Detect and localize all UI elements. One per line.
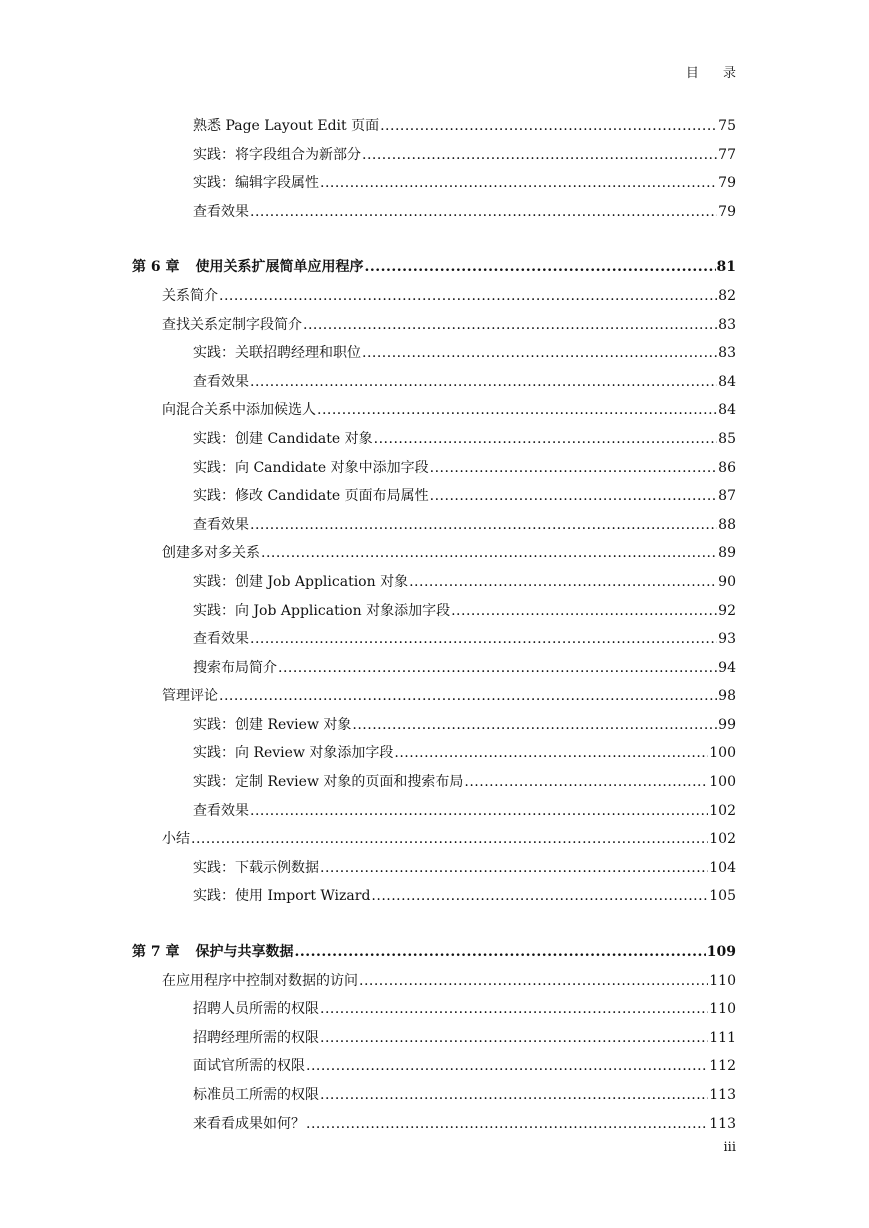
toc-entry[interactable] bbox=[132, 482, 736, 511]
toc-entry-page: 87 bbox=[718, 488, 736, 505]
toc-entry[interactable] bbox=[132, 568, 736, 597]
toc-entry[interactable] bbox=[132, 454, 736, 483]
toc-entry-title: 实践：向 Job Application 对象添加字段 bbox=[193, 602, 451, 619]
toc-entry-title: 实践：使用 Import Wizard bbox=[193, 888, 371, 905]
toc-entry[interactable] bbox=[132, 198, 736, 227]
toc-entry[interactable] bbox=[132, 625, 736, 654]
toc-entry-title: 招聘人员所需的权限 bbox=[193, 1001, 319, 1018]
toc-entry[interactable] bbox=[132, 282, 736, 311]
toc-entry-title: 实践：创建 Candidate 对象 bbox=[193, 430, 373, 447]
toc-entry-page: 104 bbox=[709, 859, 736, 876]
toc-entry-page: 113 bbox=[709, 1115, 736, 1132]
toc-entry-title: 管理评论 bbox=[162, 688, 218, 705]
leader-dots bbox=[320, 1024, 708, 1053]
chapter-title: 保护与共享数据 bbox=[195, 944, 294, 961]
toc-entry[interactable] bbox=[132, 141, 736, 170]
leader-dots bbox=[295, 938, 706, 967]
leader-dots bbox=[250, 198, 717, 227]
toc-entry-title: 查看效果 bbox=[193, 631, 249, 648]
leader-dots bbox=[365, 253, 716, 282]
toc-entry-title: 查看效果 bbox=[193, 373, 249, 390]
toc-entry[interactable] bbox=[132, 396, 736, 425]
toc-entry-page: 100 bbox=[709, 745, 736, 762]
toc-entry[interactable] bbox=[132, 967, 736, 996]
table-of-contents bbox=[132, 112, 736, 1138]
toc-entry[interactable] bbox=[132, 368, 736, 397]
toc-entry-page: 77 bbox=[718, 146, 736, 163]
leader-dots bbox=[320, 169, 717, 198]
toc-entry[interactable] bbox=[132, 739, 736, 768]
leader-dots bbox=[306, 1110, 708, 1139]
toc-entry[interactable] bbox=[132, 339, 736, 368]
section-spacer bbox=[132, 226, 736, 253]
toc-entry-page: 99 bbox=[718, 716, 736, 733]
toc-entry[interactable] bbox=[132, 825, 736, 854]
chapter-number: 第 6 章 bbox=[132, 259, 180, 276]
toc-entry[interactable] bbox=[132, 654, 736, 683]
leader-dots bbox=[219, 682, 717, 711]
toc-entry-title: 创建多对多关系 bbox=[162, 545, 260, 562]
toc-entry-page: 79 bbox=[718, 175, 736, 192]
toc-entry-title: 查看效果 bbox=[193, 516, 249, 533]
toc-entry-title: 实践：编辑字段属性 bbox=[193, 175, 319, 192]
toc-entry-page: 84 bbox=[718, 402, 736, 419]
toc-entry[interactable] bbox=[132, 797, 736, 826]
toc-entry-title: 小结 bbox=[162, 831, 190, 848]
toc-entry[interactable] bbox=[132, 425, 736, 454]
toc-entry[interactable] bbox=[132, 682, 736, 711]
leader-dots bbox=[278, 654, 717, 683]
toc-entry-title: 实践：向 Review 对象添加字段 bbox=[193, 745, 394, 762]
toc-entry[interactable] bbox=[132, 1024, 736, 1053]
toc-entry-title: 实践：创建 Review 对象 bbox=[193, 716, 352, 733]
toc-entry-page: 92 bbox=[718, 602, 736, 619]
toc-entry-page: 102 bbox=[709, 802, 736, 819]
toc-entry-title: 面试官所需的权限 bbox=[193, 1058, 305, 1075]
toc-entry-title: 查看效果 bbox=[193, 203, 249, 220]
leader-dots bbox=[303, 311, 717, 340]
toc-entry-page: 110 bbox=[709, 1001, 736, 1018]
toc-entry-title: 实践：创建 Job Application 对象 bbox=[193, 573, 409, 590]
toc-entry[interactable] bbox=[132, 511, 736, 540]
toc-entry[interactable] bbox=[132, 112, 736, 141]
running-header: 目 录 bbox=[685, 66, 746, 81]
toc-entry-title: 实践：修改 Candidate 页面布局属性 bbox=[193, 488, 429, 505]
leader-dots bbox=[409, 568, 717, 597]
toc-entry-title: 关系简介 bbox=[162, 287, 218, 304]
leader-dots bbox=[191, 825, 708, 854]
toc-entry[interactable] bbox=[132, 1052, 736, 1081]
toc-entry[interactable] bbox=[132, 768, 736, 797]
toc-entry[interactable] bbox=[132, 539, 736, 568]
leader-dots bbox=[451, 597, 717, 626]
toc-entry-title: 向混合关系中添加候选人 bbox=[162, 402, 316, 419]
leader-dots bbox=[352, 711, 717, 740]
toc-entry-title: 实践：下载示例数据 bbox=[193, 859, 319, 876]
toc-chapter-7[interactable] bbox=[132, 938, 736, 967]
leader-dots bbox=[250, 625, 717, 654]
toc-entry-title: 查找关系定制字段简介 bbox=[162, 316, 302, 333]
chapter-title: 使用关系扩展简单应用程序 bbox=[195, 259, 364, 276]
toc-entry[interactable] bbox=[132, 882, 736, 911]
toc-entry-page: 111 bbox=[709, 1029, 736, 1046]
toc-entry-title: 查看效果 bbox=[193, 802, 249, 819]
toc-entry-page: 93 bbox=[718, 631, 736, 648]
leader-dots bbox=[371, 882, 708, 911]
leader-dots bbox=[362, 339, 717, 368]
toc-entry-page: 100 bbox=[709, 774, 736, 791]
section-spacer bbox=[132, 911, 736, 938]
leader-dots bbox=[250, 511, 717, 540]
toc-entry[interactable] bbox=[132, 995, 736, 1024]
toc-entry-title: 招聘经理所需的权限 bbox=[193, 1029, 319, 1046]
toc-entry-page: 89 bbox=[718, 545, 736, 562]
leader-dots bbox=[219, 282, 717, 311]
leader-dots bbox=[320, 1081, 708, 1110]
leader-dots bbox=[380, 112, 717, 141]
chapter-page: 109 bbox=[706, 944, 736, 961]
toc-entry-title: 实践：定制 Review 对象的页面和搜索布局 bbox=[193, 774, 464, 791]
toc-entry-page: 102 bbox=[709, 831, 736, 848]
toc-entry[interactable] bbox=[132, 597, 736, 626]
leader-dots bbox=[374, 425, 718, 454]
chapter-number: 第 7 章 bbox=[132, 944, 180, 961]
toc-entry-page: 83 bbox=[718, 345, 736, 362]
toc-entry[interactable] bbox=[132, 854, 736, 883]
toc-entry-page: 110 bbox=[709, 972, 736, 989]
toc-entry-page: 86 bbox=[718, 459, 736, 476]
leader-dots bbox=[320, 854, 708, 883]
toc-chapter-6[interactable] bbox=[132, 253, 736, 282]
leader-dots bbox=[250, 797, 708, 826]
toc-entry[interactable] bbox=[132, 1081, 736, 1110]
leader-dots bbox=[430, 482, 718, 511]
toc-entry-page: 84 bbox=[718, 373, 736, 390]
leader-dots bbox=[250, 368, 717, 397]
toc-entry-page: 79 bbox=[718, 203, 736, 220]
page-number: iii bbox=[723, 1140, 736, 1155]
toc-entry-page: 112 bbox=[709, 1058, 736, 1075]
leader-dots bbox=[464, 768, 708, 797]
leader-dots bbox=[362, 141, 717, 170]
leader-dots bbox=[306, 1052, 708, 1081]
toc-entry-title: 在应用程序中控制对数据的访问 bbox=[162, 972, 358, 989]
toc-entry-page: 105 bbox=[709, 888, 736, 905]
toc-entry-page: 75 bbox=[718, 118, 736, 134]
leader-dots bbox=[430, 454, 718, 483]
toc-entry-title: 实践：关联招聘经理和职位 bbox=[193, 345, 361, 362]
toc-entry[interactable] bbox=[132, 711, 736, 740]
toc-entry-page: 85 bbox=[718, 430, 736, 447]
toc-entry-page: 83 bbox=[718, 316, 736, 333]
leader-dots bbox=[394, 739, 708, 768]
toc-entry-title: 熟悉 Page Layout Edit 页面 bbox=[193, 118, 380, 134]
toc-entry[interactable] bbox=[132, 311, 736, 340]
leader-dots bbox=[317, 396, 717, 425]
chapter-page: 81 bbox=[716, 259, 736, 276]
toc-entry-page: 90 bbox=[718, 573, 736, 590]
leader-dots bbox=[359, 967, 708, 996]
toc-entry-page: 94 bbox=[718, 659, 736, 676]
toc-entry-page: 113 bbox=[709, 1087, 736, 1103]
toc-entry-title: 搜索布局简介 bbox=[193, 659, 277, 676]
toc-entry-title: 实践：向 Candidate 对象中添加字段 bbox=[193, 459, 429, 476]
toc-entry[interactable] bbox=[132, 1110, 736, 1139]
toc-entry-page: 88 bbox=[718, 516, 736, 533]
leader-dots bbox=[320, 995, 708, 1024]
toc-entry-title: 来看看成果如何？ bbox=[193, 1115, 305, 1132]
toc-entry[interactable] bbox=[132, 169, 736, 198]
toc-entry-title: 实践：将字段组合为新部分 bbox=[193, 146, 361, 163]
leader-dots bbox=[261, 539, 717, 568]
toc-entry-title: 标准员工所需的权限 bbox=[193, 1087, 319, 1103]
toc-entry-page: 98 bbox=[718, 688, 736, 705]
toc-entry-page: 82 bbox=[718, 287, 736, 304]
